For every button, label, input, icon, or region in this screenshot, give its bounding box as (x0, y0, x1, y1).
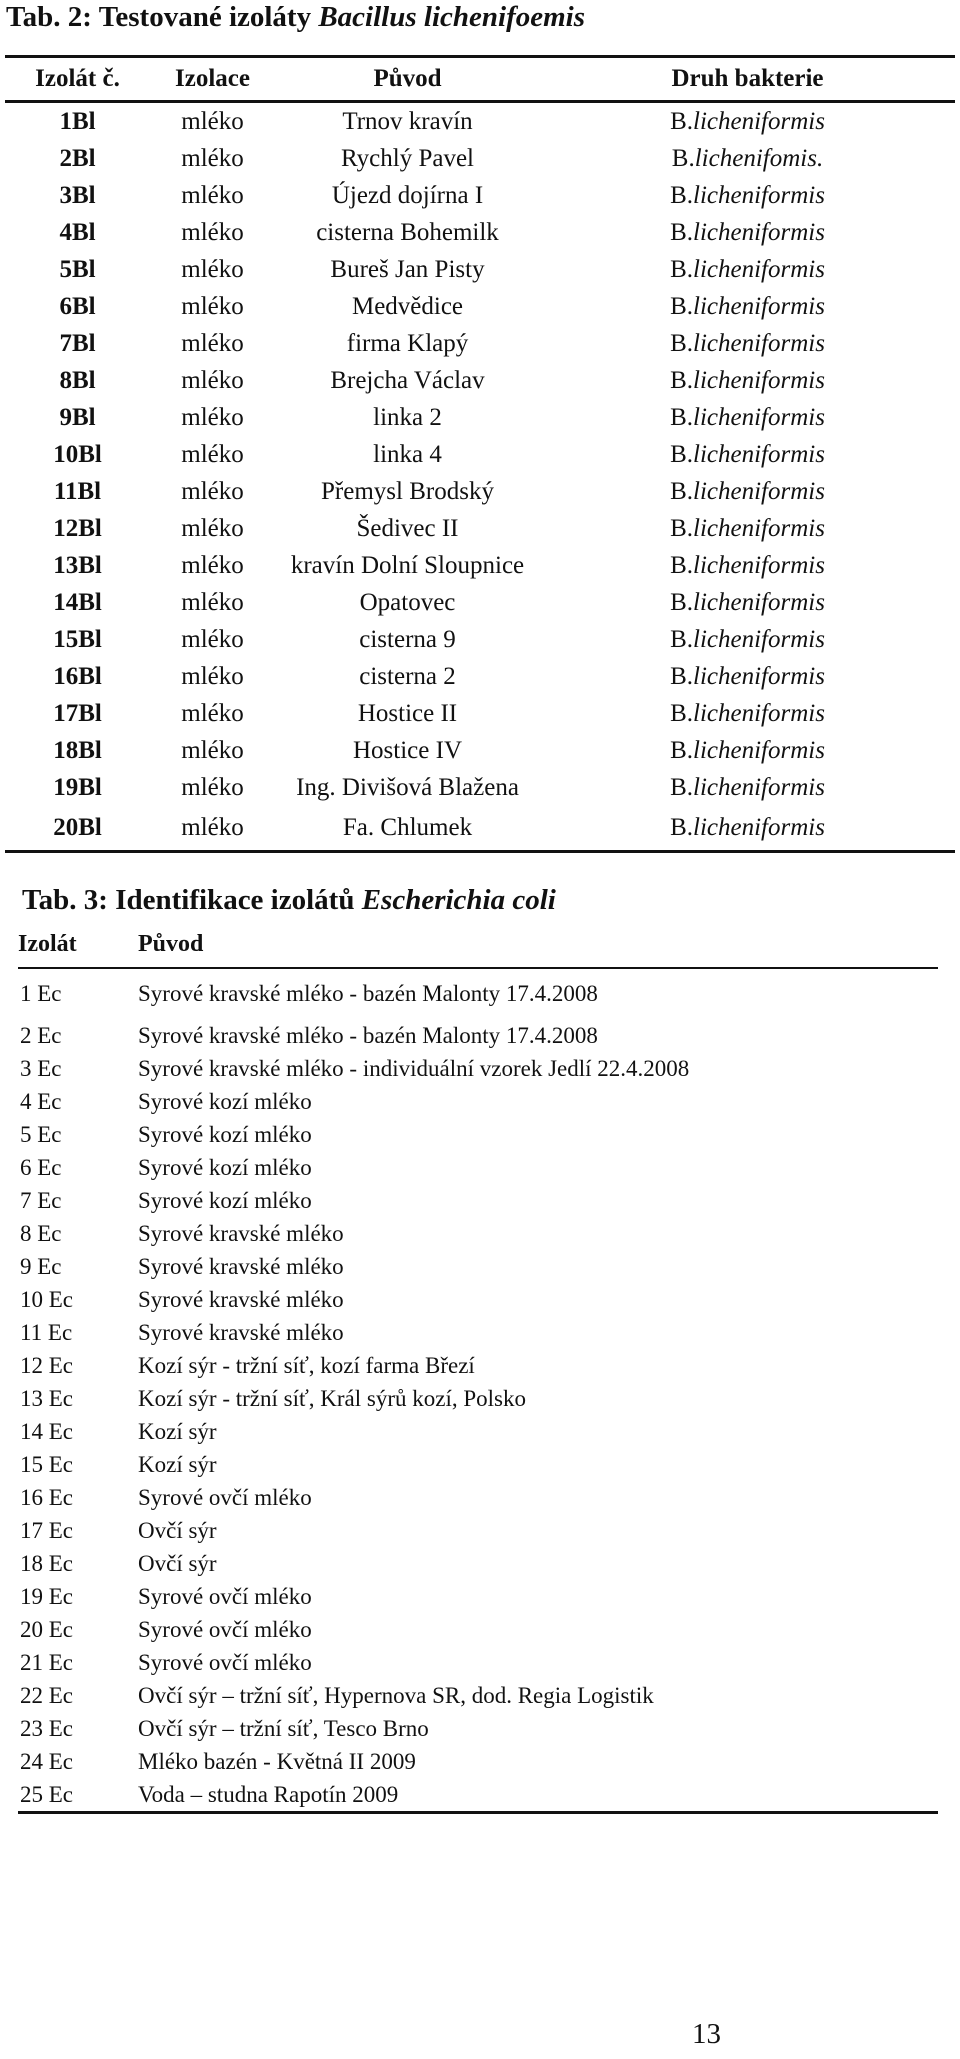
species-epithet: licheniformis (693, 589, 825, 616)
origin-cell: Syrové ovčí mléko (138, 1617, 312, 1642)
origin-cell: Újezd dojírna I (331, 182, 484, 209)
species-cell (540, 473, 955, 510)
isolation-cell: mléko (181, 256, 244, 283)
table-row (18, 1679, 938, 1712)
species-epithet: licheniformis (693, 737, 825, 764)
species-epithet: licheniformis (693, 515, 825, 542)
origin-cell: Voda – studna Rapotín 2009 (138, 1782, 399, 1807)
species-epithet: licheniformis (693, 367, 825, 394)
species-epithet: licheniformis (693, 293, 825, 320)
origin-cell: firma Klapý (346, 330, 469, 357)
species-genus: B. (670, 515, 693, 542)
isolate-id-cell: 12Bl (53, 515, 102, 542)
table-row (5, 584, 955, 621)
isolate-id-cell: 9Bl (59, 404, 96, 431)
isolate-id-cell: 1 Ec (20, 981, 62, 1006)
species-cell (540, 288, 955, 325)
species-cell (540, 436, 955, 473)
origin-cell: kravín Dolní Sloupnice (290, 552, 525, 579)
isolate-id-cell: 4Bl (59, 219, 96, 246)
isolate-id-cell: 6 Ec (20, 1155, 62, 1180)
origin-cell: Ovčí sýr (138, 1551, 217, 1576)
species-epithet: licheniformis (693, 663, 825, 690)
table-row (18, 1151, 938, 1184)
isolate-id-cell: 13 Ec (20, 1386, 74, 1411)
origin-cell: cisterna 2 (359, 663, 456, 690)
isolate-id-cell: 1Bl (59, 108, 96, 135)
origin-cell: cisterna 9 (359, 626, 456, 653)
table-row (18, 1778, 938, 1813)
isolate-id-cell: 10 Ec (20, 1287, 74, 1312)
table3-header-origin: Původ (138, 931, 204, 957)
table-row (5, 140, 955, 177)
origin-cell: Mléko bazén - Květná II 2009 (138, 1749, 416, 1774)
origin-cell: Ovčí sýr (138, 1518, 217, 1543)
species-genus: B. (670, 367, 693, 394)
origin-cell: Syrové ovčí mléko (138, 1584, 312, 1609)
isolation-cell: mléko (181, 330, 244, 357)
origin-cell: Opatovec (359, 589, 456, 616)
isolate-id-cell: 21 Ec (20, 1650, 74, 1675)
origin-cell: Syrové kravské mléko (138, 1221, 344, 1246)
origin-cell: Syrové ovčí mléko (138, 1650, 312, 1675)
species-epithet: licheniformis (693, 441, 825, 468)
origin-cell: Trnov kravín (342, 108, 473, 135)
table-row (5, 288, 955, 325)
table2-title (6, 0, 585, 34)
species-epithet: licheniformis (693, 256, 825, 283)
table-row (5, 214, 955, 251)
isolate-id-cell: 19Bl (53, 774, 102, 801)
species-genus: B. (670, 182, 693, 209)
isolate-id-cell: 7 Ec (20, 1188, 62, 1213)
species-cell (540, 177, 955, 214)
origin-cell: Hostice IV (353, 737, 462, 764)
isolate-id-cell: 11Bl (53, 478, 102, 505)
species-cell (540, 621, 955, 658)
isolation-cell: mléko (181, 441, 244, 468)
species-epithet: licheniformis (693, 330, 825, 357)
species-genus: B. (670, 700, 693, 727)
isolation-cell: mléko (181, 515, 244, 542)
isolate-id-cell: 3 Ec (20, 1056, 62, 1081)
species-epithet: licheniformis (693, 219, 825, 246)
table-row (5, 362, 955, 399)
species-cell (540, 399, 955, 436)
table-row (5, 769, 955, 806)
species-genus: B. (670, 256, 693, 283)
species-epithet: licheniformis (693, 478, 825, 505)
species-cell (540, 140, 955, 177)
isolation-cell: mléko (181, 219, 244, 246)
origin-cell: Šedivec II (356, 515, 459, 542)
isolate-id-cell: 17Bl (53, 700, 102, 727)
species-cell (540, 214, 955, 251)
isolate-id-cell: 16Bl (53, 663, 102, 690)
origin-cell: Syrové kozí mléko (138, 1089, 312, 1114)
origin-cell: Bureš Jan Pisty (330, 256, 485, 283)
species-epithet: licheniformis (693, 774, 825, 801)
table-row (18, 1415, 938, 1448)
origin-cell: cisterna Bohemilk (316, 219, 499, 246)
species-cell (540, 102, 955, 141)
species-genus: B. (670, 330, 693, 357)
table2-title-prefix: Tab. 2: Testované izoláty (6, 1, 319, 33)
isolation-cell: mléko (181, 814, 244, 841)
species-genus: B. (670, 219, 693, 246)
species-cell (540, 325, 955, 362)
isolation-cell: mléko (181, 737, 244, 764)
table-row (18, 1712, 938, 1745)
table-row (18, 1250, 938, 1283)
table-row (18, 1217, 938, 1250)
isolation-cell: mléko (181, 182, 244, 209)
table3-header-isolate: Izolát (18, 931, 77, 957)
isolate-id-cell: 8Bl (59, 367, 96, 394)
isolate-id-cell: 16 Ec (20, 1485, 74, 1510)
table3-title (22, 883, 556, 917)
origin-cell: Syrové kravské mléko - bazén Malonty 17.4.2008 (138, 981, 598, 1006)
isolation-cell: mléko (181, 108, 244, 135)
origin-cell: Kozí sýr - tržní síť, Král sýrů kozí, Polsko (138, 1386, 527, 1411)
table3-ecoli-isolates (18, 925, 938, 1814)
table-row (18, 1052, 938, 1085)
origin-cell: Rychlý Pavel (340, 145, 474, 172)
table-row (18, 1019, 938, 1052)
table-row (5, 621, 955, 658)
isolate-id-cell: 12 Ec (20, 1353, 74, 1378)
origin-cell: Ovčí sýr – tržní síť, Tesco Brno (138, 1716, 429, 1741)
isolate-id-cell: 9 Ec (20, 1254, 62, 1279)
isolate-id-cell: 4 Ec (20, 1089, 62, 1114)
species-cell (540, 362, 955, 399)
isolate-id-cell: 20 Ec (20, 1617, 74, 1642)
species-cell (540, 658, 955, 695)
isolate-id-cell: 8 Ec (20, 1221, 62, 1246)
table2-header-isolation: Izolace (175, 65, 250, 92)
species-cell (540, 510, 955, 547)
isolation-cell: mléko (181, 774, 244, 801)
isolation-cell: mléko (181, 404, 244, 431)
isolate-id-cell: 10Bl (53, 441, 102, 468)
table-row (5, 473, 955, 510)
origin-cell: linka 2 (373, 404, 442, 431)
table2-body (5, 102, 955, 852)
isolate-id-cell: 20Bl (53, 814, 102, 841)
isolate-id-cell: 22 Ec (20, 1683, 74, 1708)
table-row (18, 1613, 938, 1646)
species-cell (540, 806, 955, 852)
species-cell (540, 769, 955, 806)
origin-cell: Kozí sýr - tržní síť, kozí farma Březí (138, 1353, 475, 1378)
species-epithet: licheniformis (693, 814, 825, 841)
table-row (18, 1745, 938, 1778)
species-epithet: licheniformis (693, 108, 825, 135)
table-row (5, 658, 955, 695)
species-genus: B. (670, 293, 693, 320)
table-row (18, 1514, 938, 1547)
origin-cell: linka 4 (373, 441, 442, 468)
table-row (18, 968, 938, 1019)
table-row (5, 436, 955, 473)
species-epithet: licheniformis (693, 626, 825, 653)
table3-title-italic: Escherichia coli (361, 884, 556, 916)
origin-cell: Syrové kozí mléko (138, 1188, 312, 1213)
species-epithet: licheniformis (693, 700, 825, 727)
species-cell (540, 251, 955, 288)
origin-cell: Přemysl Brodský (321, 478, 494, 505)
table-row (18, 1349, 938, 1382)
species-cell (540, 732, 955, 769)
isolation-cell: mléko (181, 626, 244, 653)
isolation-cell: mléko (181, 367, 244, 394)
table2-bacillus-isolates (5, 55, 955, 853)
species-epithet: lichenifomis. (694, 145, 824, 172)
table2-title-italic: Bacillus lichenifoemis (318, 1, 585, 33)
table-row (18, 1283, 938, 1316)
table2-header-origin: Původ (373, 65, 442, 92)
species-epithet: licheniformis (693, 552, 825, 579)
table3-title-prefix: Tab. 3: Identifikace izolátů (22, 884, 362, 916)
isolation-cell: mléko (181, 478, 244, 505)
table-row (18, 1646, 938, 1679)
isolate-id-cell: 2 Ec (20, 1023, 62, 1048)
isolate-id-cell: 14 Ec (20, 1419, 74, 1444)
table-row (5, 695, 955, 732)
species-genus: B. (670, 626, 693, 653)
species-genus: B. (670, 441, 693, 468)
isolate-id-cell: 11 Ec (20, 1320, 73, 1345)
table2-header-row (5, 57, 955, 102)
table-row (18, 1481, 938, 1514)
table-row (5, 732, 955, 769)
isolate-id-cell: 5 Ec (20, 1122, 62, 1147)
species-genus: B. (670, 552, 693, 579)
origin-cell: Medvědice (351, 293, 464, 320)
page-number: 13 (692, 2018, 721, 2050)
isolation-cell: mléko (181, 293, 244, 320)
origin-cell: Syrové kravské mléko (138, 1320, 344, 1345)
origin-cell: Syrové kravské mléko (138, 1254, 344, 1279)
isolate-id-cell: 18Bl (53, 737, 102, 764)
species-epithet: licheniformis (693, 182, 825, 209)
isolate-id-cell: 5Bl (59, 256, 96, 283)
species-cell (540, 695, 955, 732)
origin-cell: Syrové kozí mléko (138, 1155, 312, 1180)
species-genus: B. (670, 478, 693, 505)
table-row (18, 1580, 938, 1613)
table-row (18, 1547, 938, 1580)
table-row (5, 251, 955, 288)
table-row (18, 1118, 938, 1151)
origin-cell: Syrové ovčí mléko (138, 1485, 312, 1510)
isolate-id-cell: 17 Ec (20, 1518, 74, 1543)
species-genus: B. (671, 145, 695, 172)
isolation-cell: mléko (181, 589, 244, 616)
origin-cell: Brejcha Václav (330, 367, 485, 394)
table3-body (18, 968, 938, 1813)
table-row (5, 399, 955, 436)
isolate-id-cell: 2Bl (59, 145, 96, 172)
species-cell (540, 547, 955, 584)
origin-cell: Syrové kozí mléko (138, 1122, 312, 1147)
origin-cell: Fa. Chlumek (342, 814, 473, 841)
origin-cell: Kozí sýr (138, 1419, 217, 1444)
origin-cell: Kozí sýr (138, 1452, 217, 1477)
isolate-id-cell: 3Bl (59, 182, 96, 209)
species-genus: B. (670, 814, 693, 841)
isolation-cell: mléko (181, 663, 244, 690)
isolate-id-cell: 24 Ec (20, 1749, 74, 1774)
species-genus: B. (670, 108, 693, 135)
species-genus: B. (670, 589, 693, 616)
isolate-id-cell: 18 Ec (20, 1551, 74, 1576)
isolate-id-cell: 15Bl (53, 626, 102, 653)
isolate-id-cell: 7Bl (59, 330, 96, 357)
table-row (5, 510, 955, 547)
isolation-cell: mléko (181, 700, 244, 727)
table-row (18, 1382, 938, 1415)
origin-cell: Ing. Divišová Blažena (296, 774, 519, 801)
origin-cell: Hostice II (357, 700, 458, 727)
table2-header-isolate-no: Izolát č. (35, 65, 120, 92)
origin-cell: Ovčí sýr – tržní síť, Hypernova SR, dod. Regia Logistik (138, 1683, 654, 1708)
isolate-id-cell: 23 Ec (20, 1716, 74, 1741)
table3-header-row (18, 925, 938, 968)
table-row (18, 1448, 938, 1481)
species-genus: B. (670, 737, 693, 764)
isolate-id-cell: 19 Ec (20, 1584, 74, 1609)
table-row (5, 325, 955, 362)
species-epithet: licheniformis (693, 404, 825, 431)
table-row (18, 1184, 938, 1217)
table-row (5, 102, 955, 141)
table-row (5, 806, 955, 852)
origin-cell: Syrové kravské mléko - individuální vzorek Jedlí 22.4.2008 (138, 1056, 690, 1081)
isolate-id-cell: 13Bl (53, 552, 102, 579)
origin-cell: Syrové kravské mléko - bazén Malonty 17.4.2008 (138, 1023, 598, 1048)
origin-cell: Syrové kravské mléko (138, 1287, 344, 1312)
species-genus: B. (670, 774, 693, 801)
isolate-id-cell: 6Bl (59, 293, 96, 320)
species-genus: B. (670, 404, 693, 431)
table-row (5, 547, 955, 584)
table-row (18, 1085, 938, 1118)
isolate-id-cell: 25 Ec (20, 1782, 74, 1807)
species-genus: B. (670, 663, 693, 690)
species-cell (540, 584, 955, 621)
table-row (18, 1316, 938, 1349)
isolate-id-cell: 14Bl (53, 589, 102, 616)
table2-header-species: Druh bakterie (671, 65, 824, 92)
isolation-cell: mléko (181, 145, 244, 172)
isolate-id-cell: 15 Ec (20, 1452, 74, 1477)
table-row (5, 177, 955, 214)
isolation-cell: mléko (181, 552, 244, 579)
